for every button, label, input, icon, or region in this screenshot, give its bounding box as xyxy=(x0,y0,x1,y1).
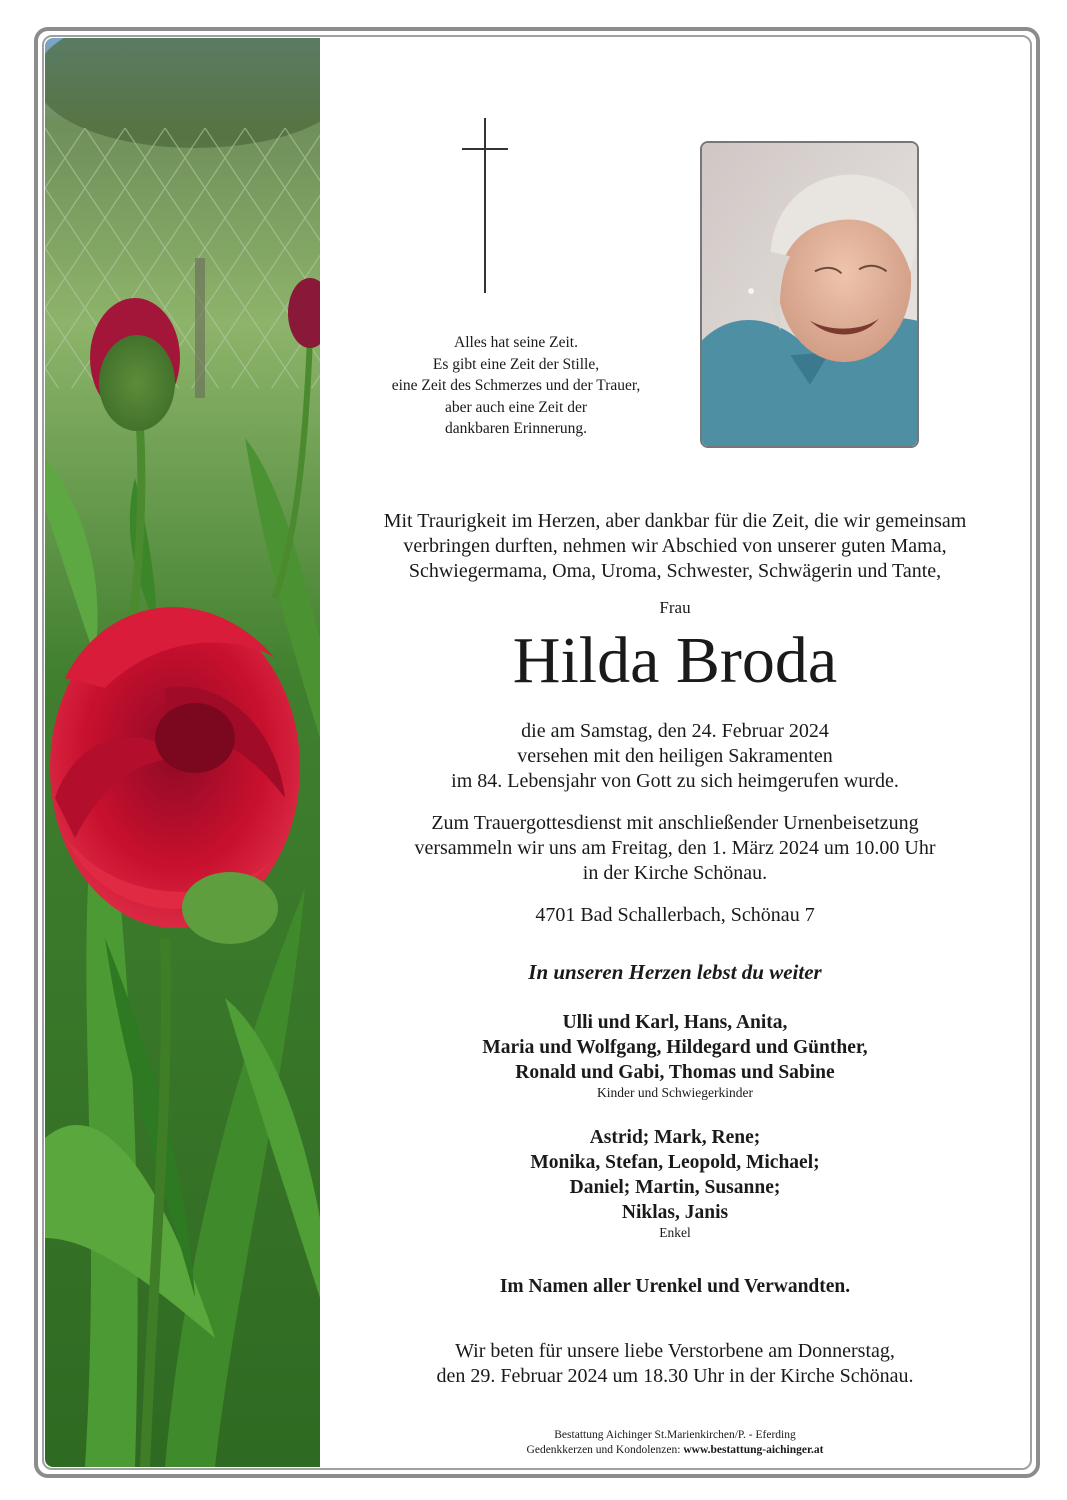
poem-line: Alles hat seine Zeit. xyxy=(454,334,578,351)
relatives-note: Im Namen aller Urenkel und Verwandten. xyxy=(499,1276,851,1297)
children-line: Ronald und Gabi, Thomas und Sabine xyxy=(515,1062,835,1083)
poem-line: dankbaren Erinnerung. xyxy=(444,420,588,437)
motto: In unseren Herzen lebst du weiter xyxy=(528,960,822,984)
death-notice xyxy=(330,719,1020,794)
footer-company: Bestattung Aichinger St.Marienkirchen/P. - Eferding xyxy=(554,1429,796,1441)
service-line: versammeln wir uns am Freitag, den 1. März 2024 um 10.00 Uhr xyxy=(414,837,936,859)
footer xyxy=(330,1428,1020,1458)
deceased-name: Hilda Broda xyxy=(512,624,838,697)
intro-line: Schwiegermama, Oma, Uroma, Schwester, Schwägerin und Tante, xyxy=(408,560,942,582)
portrait-photo xyxy=(700,141,919,448)
footer-contact-label: Gedenkkerzen und Kondolenzen: xyxy=(526,1444,681,1456)
death-notice-line: die am Samstag, den 24. Februar 2024 xyxy=(521,720,829,742)
poem xyxy=(340,332,692,440)
cross-vertical-bar xyxy=(484,118,486,293)
grandchildren-line: Niklas, Janis xyxy=(621,1202,729,1223)
cross-symbol xyxy=(462,118,508,293)
grandchildren-line: Astrid; Mark, Rene; xyxy=(589,1127,761,1148)
poem-line: eine Zeit des Schmerzes und der Trauer, xyxy=(391,377,641,394)
children-list xyxy=(330,1010,1020,1101)
grandchildren-caption: Enkel xyxy=(659,1225,691,1240)
intro-text xyxy=(330,509,1020,584)
poem-line: Es gibt eine Zeit der Stille, xyxy=(432,355,600,373)
poem-line: aber auch eine Zeit der xyxy=(445,398,587,416)
address: 4701 Bad Schallerbach, Schönau 7 xyxy=(535,904,815,926)
grandchildren-line: Daniel; Martin, Susanne; xyxy=(569,1177,781,1198)
cross-horizontal-bar xyxy=(462,148,508,150)
death-notice-line: im 84. Lebensjahr von Gott zu sich heimgerufen wurde. xyxy=(451,770,899,792)
death-notice-line: versehen mit den heiligen Sakramenten xyxy=(517,745,833,767)
grandchildren-line: Monika, Stefan, Leopold, Michael; xyxy=(530,1152,820,1173)
prayer-line: den 29. Februar 2024 um 18.30 Uhr in der Kirche Schönau. xyxy=(436,1365,914,1387)
intro-line: verbringen durften, nehmen wir Abschied von unserer guten Mama, xyxy=(403,535,947,557)
peony-photo xyxy=(45,38,320,1467)
footer-website-link[interactable]: www.bestattung-aichinger.at xyxy=(683,1444,824,1456)
children-line: Ulli und Karl, Hans, Anita, xyxy=(562,1012,788,1033)
funeral-service-info xyxy=(330,811,1020,886)
service-line: in der Kirche Schönau. xyxy=(582,862,768,884)
service-line: Zum Trauergottesdienst mit anschließender Urnenbeisetzung xyxy=(431,812,919,834)
prayer-info xyxy=(330,1339,1020,1389)
grandchildren-list xyxy=(330,1125,1020,1241)
salutation: Frau xyxy=(659,598,691,617)
intro-line: Mit Traurigkeit im Herzen, aber dankbar für die Zeit, die wir gemeinsam xyxy=(383,510,967,532)
footer-contact xyxy=(330,1443,1020,1458)
children-line: Maria und Wolfgang, Hildegard und Günther, xyxy=(482,1037,868,1058)
portrait-image xyxy=(702,143,917,446)
prayer-line: Wir beten für unsere liebe Verstorbene am Donnerstag, xyxy=(455,1340,895,1362)
children-caption: Kinder und Schwiegerkinder xyxy=(597,1085,753,1100)
peony-photo-panel xyxy=(45,38,320,1467)
